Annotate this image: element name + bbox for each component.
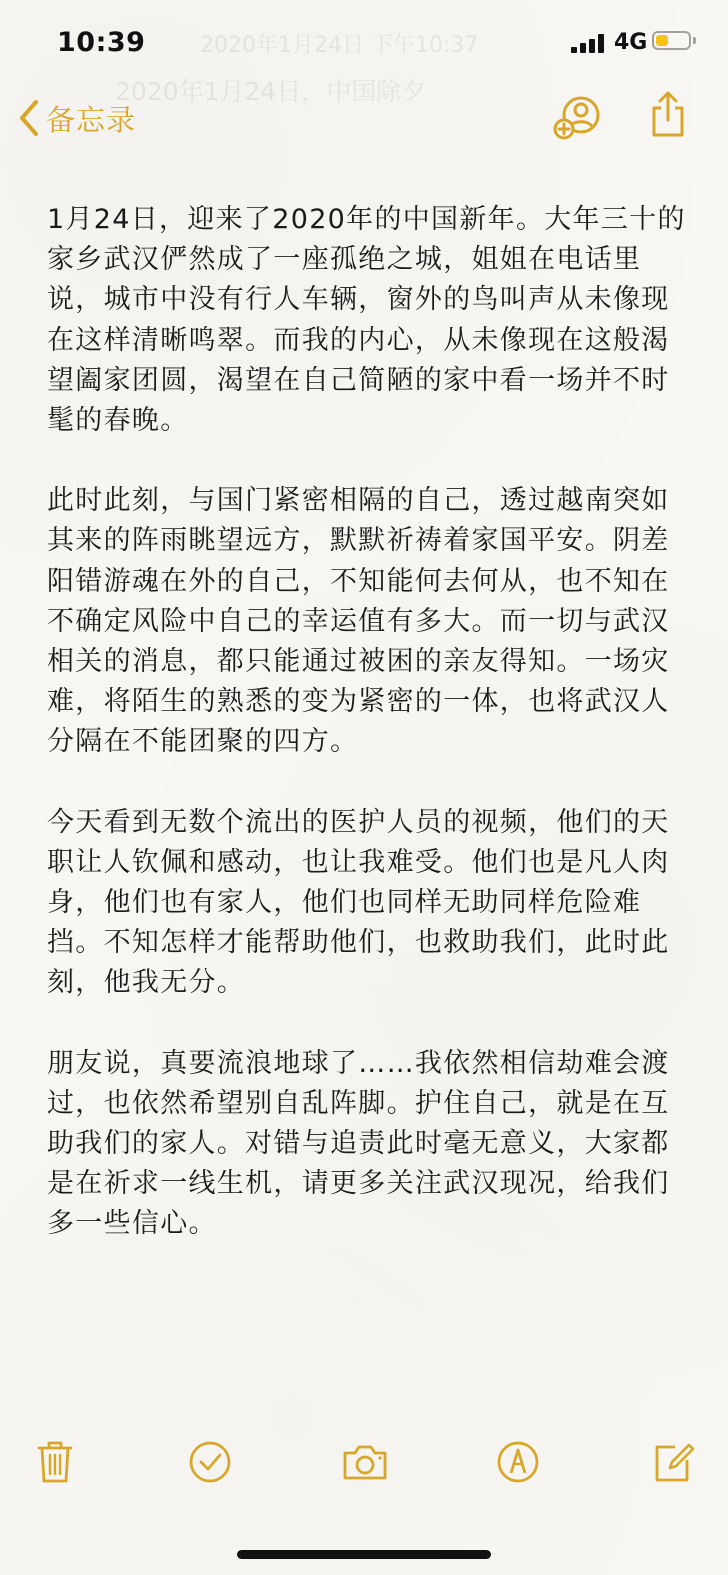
cellular-signal-icon — [571, 33, 607, 53]
back-label: 备忘录 — [46, 102, 137, 137]
note-paragraph[interactable]: 朋友说，真要流浪地球了……我依然相信劫难会渡过，也依然希望别自乱阵脚。护住自己，就是在互助我们的家人。对错与追责此时毫无意义，大家都是在祈求一线生机，请更多关注武汉现况，给我们多一些信心。 — [47, 1047, 670, 1240]
status-bar — [0, 0, 728, 106]
compose-icon[interactable] — [651, 1440, 695, 1488]
checklist-icon[interactable] — [188, 1440, 234, 1488]
battery-level — [656, 35, 668, 46]
network-type: 4G — [614, 30, 648, 55]
markup-icon[interactable] — [496, 1440, 542, 1488]
note-paragraph[interactable]: 此时此刻，与国门紧密相隔的自己，透过越南突如其来的阵雨眺望远方，默默祈祷着家国平安。阴差阳错游魂在外的自己，不知能何去何从，也不知在不确定风险中自己的幸运值有多大。而一切与武汉相关的消息，都只能通过被困的亲友得知。一场灾难，将陌生的熟悉的变为紧密的一体，也将武汉人分隔在不能团聚的四方。 — [47, 485, 670, 758]
ghost-date-text: 2020年1月24日 下午10:37 — [200, 33, 479, 58]
trash-icon[interactable] — [37, 1440, 73, 1488]
battery-icon — [652, 31, 691, 50]
camera-icon[interactable] — [341, 1440, 389, 1488]
share-icon[interactable] — [648, 90, 688, 142]
status-time: 10:39 — [57, 27, 146, 58]
nav-bar — [0, 88, 728, 148]
back-button[interactable] — [18, 95, 136, 141]
battery-tip — [693, 37, 696, 44]
chevron-left-icon — [18, 98, 40, 138]
note-paragraph[interactable]: 今天看到无数个流出的医护人员的视频，他们的天职让人钦佩和感动，也让我难受。他们也是凡人肉身，他们也有家人，他们也同样无助同样危险难挡。不知怎样才能帮助他们，也救助我们，此时此刻，他我无分。 — [47, 806, 670, 999]
bottom-toolbar — [0, 1440, 728, 1500]
ghost-title-text: 2020年1月24日，中国除夕 — [115, 77, 427, 106]
note-body[interactable] — [47, 200, 687, 1285]
note-paragraph[interactable]: 1月24日，迎来了2020年的中国新年。大年三十的家乡武汉俨然成了一座孤绝之城，姐姐在电话里说，城市中没有行人车辆，窗外的鸟叫声从未像现在这样清晰鸣翠。而我的内心，从未像现在这般渴望阖家团圆，渴望在自己简陋的家中看一场并不时髦的春晚。 — [47, 204, 686, 437]
add-people-icon[interactable] — [553, 95, 601, 145]
home-indicator — [237, 1550, 491, 1559]
